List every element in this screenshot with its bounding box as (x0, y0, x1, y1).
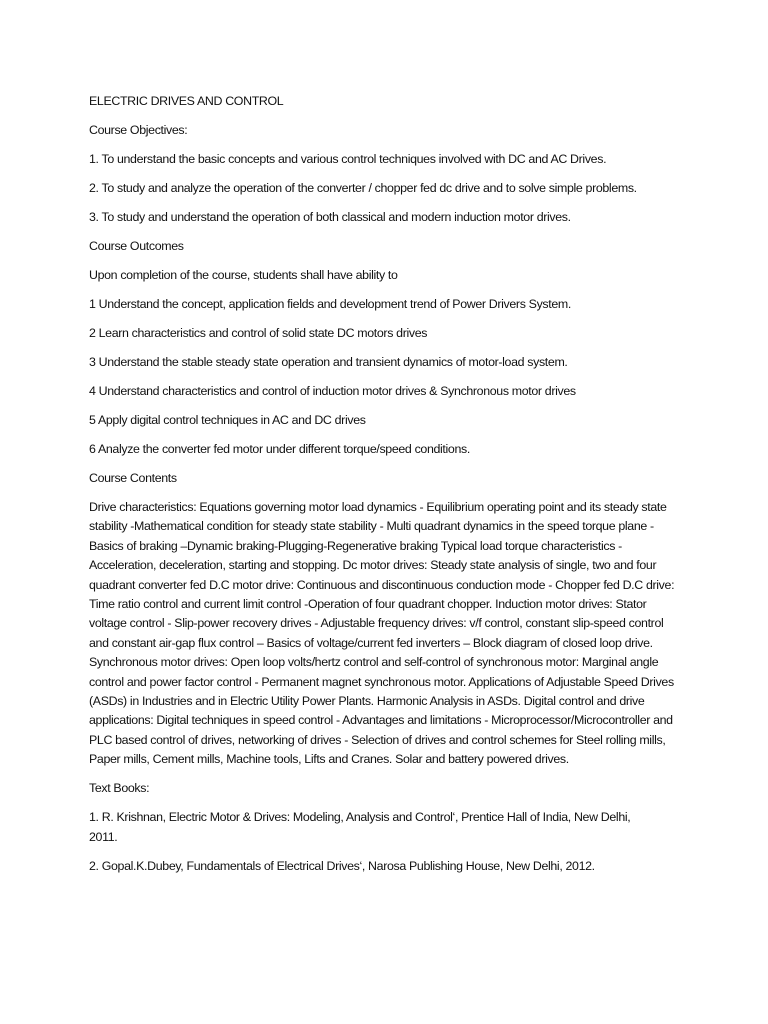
outcome-item: 4 Understand characteristics and control of induction motor drives & Synchronous motor drives (89, 384, 576, 398)
contents-heading: Course Contents (89, 471, 177, 485)
outcomes-intro: Upon completion of the course, students shall have ability to (89, 268, 398, 282)
contents-body: Drive characteristics: Equations governing motor load dynamics - Equilibrium operating point and its steady state stability -Mathematical condition for steady state stability - Multi quadrant dynamics in the speed torque plane -Basics of braking –Dynamic braking-Plugging-Regenerative braking Typical load torque characteristics -Acceleration, deceleration, starting and stopping. Dc motor drives: Steady state analysis of single, two and four quadrant converter fed D.C motor drive: Continuous and discontinuous conduction mode - Chopper fed D.C drive: Time ratio control and current limit control -Operation of four quadrant chopper. Induction motor drives: Stator voltage control - Slip-power recovery drives - Adjustable frequency drives: v/f control, constant slip-speed control and constant air-gap flux control – Basics of voltage/current fed inverters – Block diagram of closed loop drive. Synchronous motor drives: Open loop volts/hertz control and self-control of synchronous motor: Marginal angle control and power factor control - Permanent magnet synchronous motor. Applications of Adjustable Speed Drives (ASDs) in Industries and in Electric Utility Power Plants. Harmonic Analysis in ASDs. Digital control and drive applications: Digital techniques in speed control - Advantages and limitations - Microprocessor/Microcontroller and PLC based control of drives, networking of drives - Selection of drives and control schemes for Steel rolling mills, Paper mills, Cement mills, Machine tools, Lifts and Cranes. Solar and battery powered drives. (89, 500, 675, 767)
outcome-item: 1 Understand the concept, application fields and development trend of Power Drivers System. (89, 297, 571, 311)
outcomes-heading: Course Outcomes (89, 239, 184, 253)
outcome-item: 6 Analyze the converter fed motor under different torque/speed conditions. (89, 442, 470, 456)
objective-item: 1. To understand the basic concepts and various control techniques involved with DC and AC Drives. (89, 152, 607, 166)
document-page (89, 92, 689, 886)
textbook-item: 1. R. Krishnan, Electric Motor & Drives: Modeling, Analysis and Control‘, Prentice Hall of India, New Delhi, 2011. (89, 810, 631, 844)
objective-item: 3. To study and understand the operation of both classical and modern induction motor drives. (89, 210, 571, 224)
textbooks-heading: Text Books: (89, 781, 150, 796)
outcome-item: 2 Learn characteristics and control of solid state DC motors drives (89, 326, 428, 340)
objective-item: 2. To study and analyze the operation of the converter / chopper fed dc drive and to solve simple problems. (89, 181, 637, 195)
outcome-item: 3 Understand the stable steady state operation and transient dynamics of motor-load system. (89, 355, 568, 369)
textbook-item: 2. Gopal.K.Dubey, Fundamentals of Electrical Drives‘, Narosa Publishing House, New Delhi, 2012. (89, 858, 595, 873)
document-title: ELECTRIC DRIVES AND CONTROL (89, 94, 284, 108)
objectives-heading: Course Objectives: (89, 123, 188, 137)
outcome-item: 5 Apply digital control techniques in AC and DC drives (89, 413, 366, 427)
